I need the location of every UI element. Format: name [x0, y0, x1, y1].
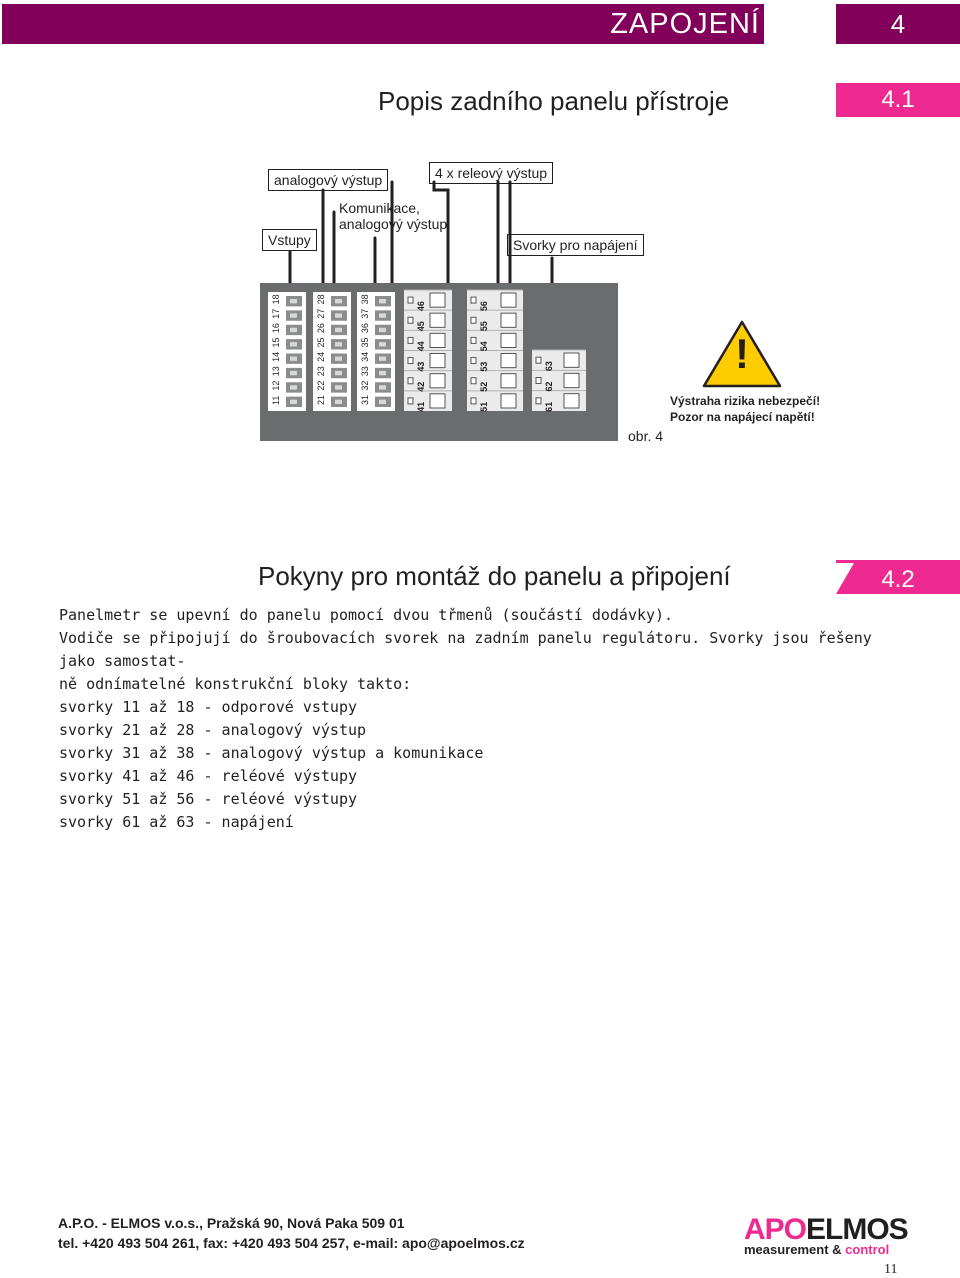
terminal-marker	[408, 378, 413, 384]
terminal-number: 26	[316, 323, 326, 334]
terminal-number: 25	[316, 337, 326, 348]
terminal-marker	[471, 398, 476, 404]
terminal-number: 22	[316, 380, 326, 391]
terminal-block	[404, 290, 452, 412]
terminal-number: 12	[271, 380, 281, 391]
terminal-number: 61	[544, 401, 554, 412]
screw-head	[335, 299, 342, 303]
terminal-marker	[536, 378, 541, 384]
terminal-marker	[471, 358, 476, 364]
logo-wordmark	[744, 1213, 908, 1246]
screw-head	[290, 400, 297, 404]
terminal-block	[532, 350, 586, 412]
screw-slot	[430, 293, 445, 307]
terminal-number: 13	[271, 366, 281, 377]
list-item: svorky 51 až 56 - reléové výstupy	[59, 790, 358, 808]
screw-head	[290, 328, 297, 332]
terminal-marker	[471, 297, 476, 303]
terminal-number: 27	[316, 308, 326, 319]
label-communication-line2: analogový výstup	[339, 216, 448, 232]
terminal-number: 14	[271, 351, 281, 362]
terminal-number: 21	[316, 394, 326, 405]
terminal-block	[357, 292, 395, 411]
terminal-number: 63	[544, 361, 554, 372]
terminal-marker	[408, 297, 413, 303]
terminal-number: 56	[479, 301, 489, 312]
screw-head	[335, 313, 342, 317]
screw-slot	[564, 373, 579, 387]
chapter-title: ZAPOJENÍ	[610, 8, 760, 40]
terminal-number: 45	[416, 321, 426, 332]
section-title-mounting: Pokyny pro montáž do panelu a připojení	[258, 561, 731, 591]
label-relay-output: 4 x releový výstup	[429, 162, 553, 184]
screw-head	[335, 385, 342, 389]
section-number: 4.1	[836, 83, 960, 117]
screw-slot	[430, 313, 445, 327]
screw-head	[290, 342, 297, 346]
logo-apo: APO	[744, 1213, 807, 1246]
screw-slot	[501, 374, 516, 388]
terminal-number: 36	[360, 323, 370, 334]
terminal-marker	[471, 378, 476, 384]
paragraph: Panelmetr se upevní do panelu pomocí dvou třmenů (součástí dodávky).	[59, 606, 674, 624]
screw-slot	[501, 394, 516, 408]
screw-slot	[430, 354, 445, 368]
terminal-number: 24	[316, 351, 326, 362]
terminal-number: 33	[360, 366, 370, 377]
screw-slot	[564, 394, 579, 408]
screw-slot	[430, 333, 445, 347]
screw-head	[379, 313, 386, 317]
list-item: svorky 61 až 63 - napájení	[59, 813, 294, 831]
section-number-mounting	[836, 560, 960, 594]
terminal-marker	[408, 358, 413, 364]
label-communication-line1: Komunikace,	[339, 200, 420, 216]
screw-slot	[430, 374, 445, 388]
screw-head	[335, 357, 342, 361]
terminal-number: 38	[360, 294, 370, 305]
list-item: svorky 41 až 46 - reléové výstupy	[59, 767, 358, 785]
terminal-block	[268, 292, 306, 411]
terminal-marker	[408, 317, 413, 323]
terminal-number: 44	[416, 341, 426, 352]
company-logo	[744, 1213, 910, 1258]
screw-slot	[564, 353, 579, 367]
section-number-mounting-text: 4.2	[881, 566, 915, 593]
list-item: svorky 31 až 38 - analogový výstup a komunikace	[59, 744, 484, 762]
label-inputs: Vstupy	[262, 229, 317, 251]
logo-control: control	[845, 1242, 890, 1257]
terminal-number: 51	[479, 401, 489, 412]
terminal-number: 31	[360, 394, 370, 405]
screw-head	[379, 371, 386, 375]
screw-slot	[501, 313, 516, 327]
terminal-number: 42	[416, 381, 426, 392]
screw-head	[379, 385, 386, 389]
terminal-number: 55	[479, 321, 489, 332]
screw-head	[335, 371, 342, 375]
screw-head	[335, 400, 342, 404]
screw-head	[290, 371, 297, 375]
screw-head	[379, 299, 386, 303]
company-address: A.P.O. - ELMOS v.o.s., Pražská 90, Nová Paka 509 01	[58, 1215, 405, 1231]
screw-head	[290, 385, 297, 389]
screw-head	[379, 400, 386, 404]
terminal-number: 32	[360, 380, 370, 391]
paragraph: Vodiče se připojují do šroubovacích svorek na zadním panelu regulátoru. Svorky jsou řešeny jako samostat-	[59, 629, 872, 670]
terminal-number: 23	[316, 366, 326, 377]
terminal-number: 11	[271, 395, 281, 405]
page-number: 11	[884, 1262, 898, 1277]
terminal-number: 17	[271, 308, 281, 319]
screw-slot	[501, 354, 516, 368]
terminal-marker	[408, 398, 413, 404]
terminal-blocks	[0, 0, 960, 460]
terminal-marker	[536, 357, 541, 363]
screw-head	[290, 357, 297, 361]
terminal-number: 43	[416, 361, 426, 372]
section-title: Popis zadního panelu přístroje	[378, 86, 730, 116]
label-analog-output: analogový výstup	[268, 169, 388, 191]
terminal-number: 62	[544, 381, 554, 392]
screw-head	[379, 357, 386, 361]
terminal-marker	[536, 398, 541, 404]
terminal-marker	[471, 317, 476, 323]
screw-slot	[430, 394, 445, 408]
company-contact: tel. +420 493 504 261, fax: +420 493 504 257, e-mail: apo@apoelmos.cz	[58, 1235, 525, 1251]
logo-measurement: measurement	[744, 1242, 829, 1257]
screw-head	[335, 328, 342, 332]
logo-ampersand: &	[828, 1242, 846, 1257]
screw-head	[290, 313, 297, 317]
logo-elmos: ELMOS	[806, 1213, 908, 1246]
terminal-block	[313, 292, 351, 411]
terminal-number: 18	[271, 294, 281, 305]
screw-slot	[501, 333, 516, 347]
chapter-number: 4	[836, 4, 960, 44]
screw-slot	[501, 293, 516, 307]
terminal-marker	[471, 337, 476, 343]
terminal-number: 28	[316, 294, 326, 305]
warning-text	[670, 393, 820, 425]
mounting-instructions	[59, 604, 911, 834]
terminal-number: 15	[271, 337, 281, 348]
warning-exclamation: !	[735, 330, 749, 377]
terminal-number: 37	[360, 308, 370, 319]
warning-line-1: Výstraha rizika nebezpečí!	[670, 394, 821, 408]
terminal-block	[467, 290, 523, 412]
list-item: svorky 21 až 28 - analogový výstup	[59, 721, 367, 739]
terminal-number: 53	[479, 361, 489, 372]
figure-caption: obr. 4	[628, 428, 664, 444]
screw-head	[379, 328, 386, 332]
terminal-number: 54	[479, 341, 489, 352]
terminal-number: 35	[360, 337, 370, 348]
terminal-number: 41	[416, 401, 426, 412]
terminal-number: 46	[416, 301, 426, 312]
warning-line-2: Pozor na napájecí napětí!	[670, 410, 815, 424]
screw-head	[290, 299, 297, 303]
terminal-number: 34	[360, 351, 370, 362]
terminal-number: 16	[271, 323, 281, 334]
terminal-marker	[408, 337, 413, 343]
label-power-terminals: Svorky pro napájení	[507, 234, 644, 256]
screw-head	[335, 342, 342, 346]
terminal-number: 52	[479, 381, 489, 392]
logo-tagline	[744, 1242, 889, 1257]
list-item: svorky 11 až 18 - odporové vstupy	[59, 698, 358, 716]
screw-head	[379, 342, 386, 346]
paragraph: ně odnímatelné konstrukční bloky takto:	[59, 675, 412, 693]
